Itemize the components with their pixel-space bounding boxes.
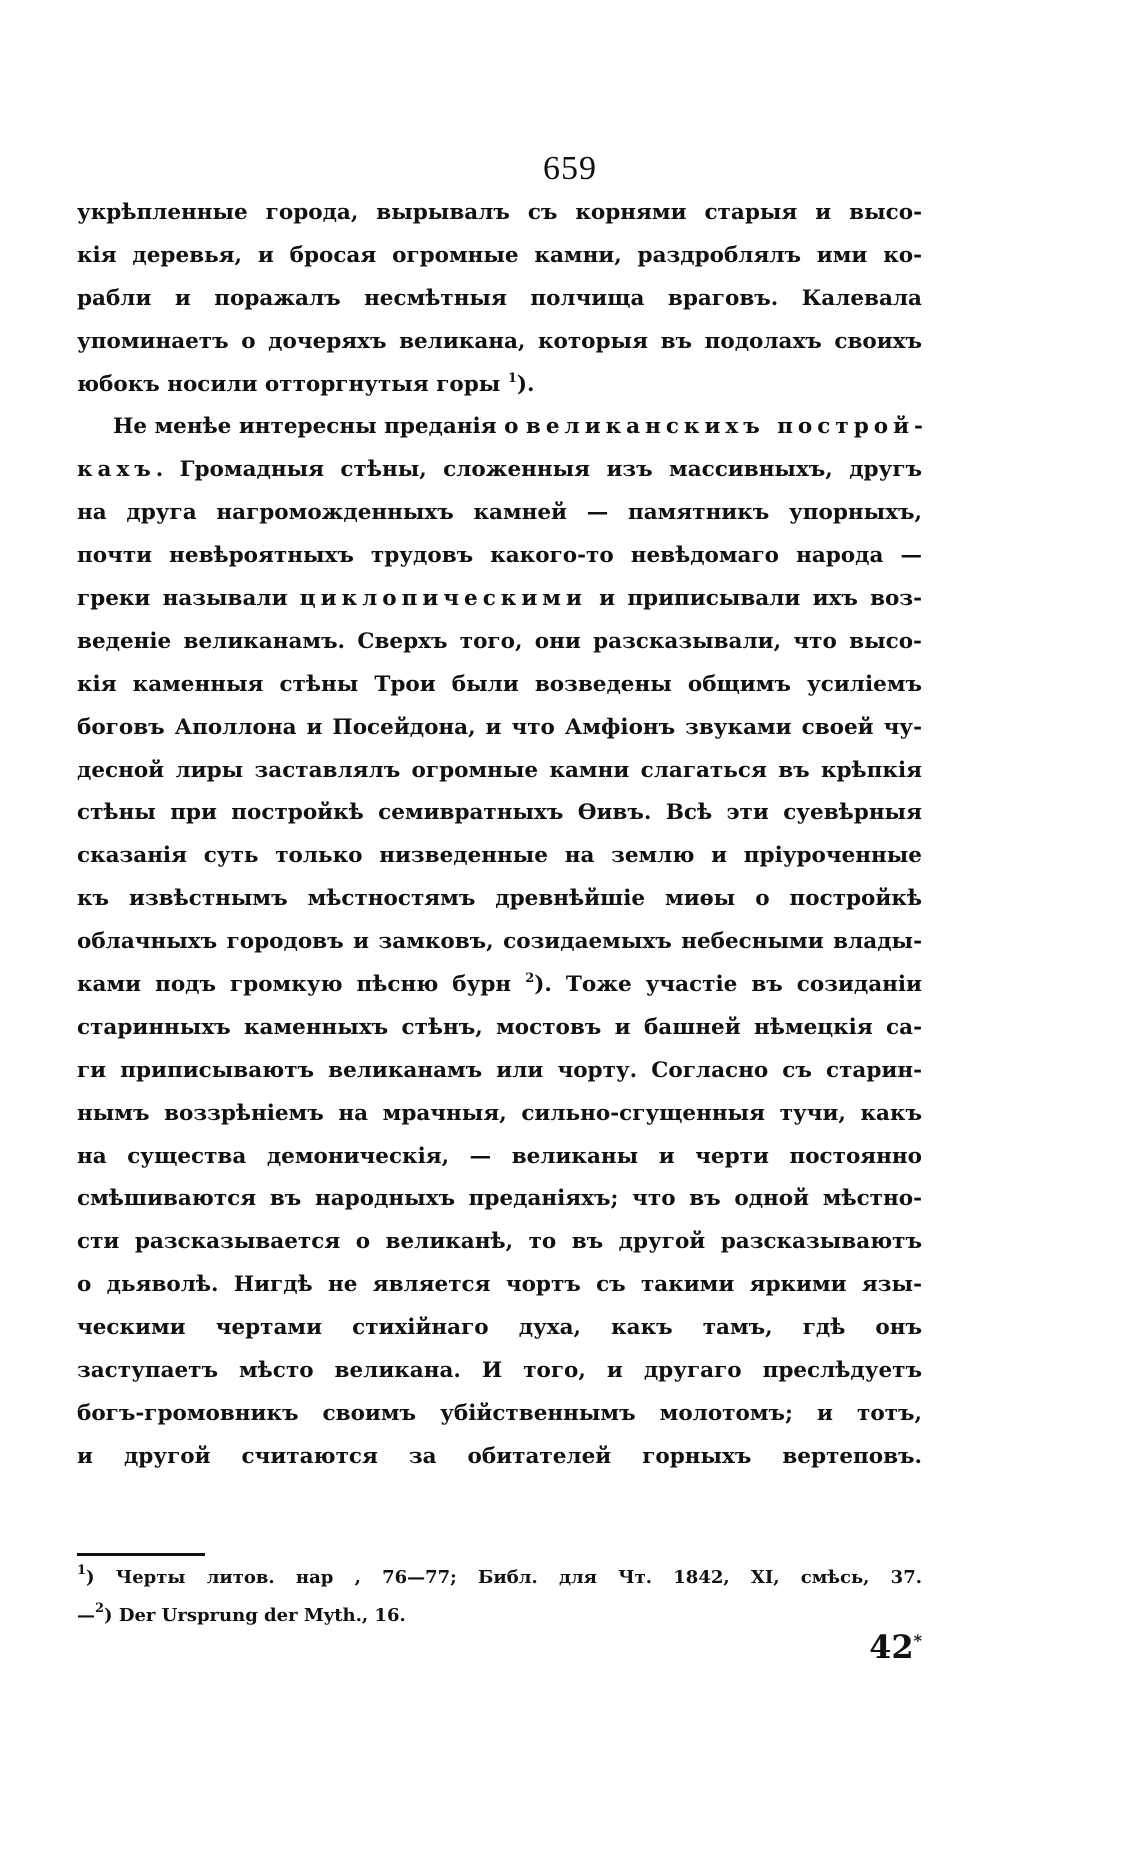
text-line [77,578,922,621]
sheet-number: 42 [869,1628,914,1666]
footnote-line [77,1559,922,1597]
text-span: и приписывали ихъ воз- [586,586,922,612]
text-span: ). Тоже участіе въ созиданіи [534,972,922,998]
text-line: ческими чертами стихійнаго духа, какъ тамъ, гдѣ онъ [77,1315,922,1341]
text-line: смѣшиваются въ народныхъ преданіяхъ; что въ одной мѣстно- [77,1186,922,1212]
text-line [77,449,922,492]
footnote-divider [77,1553,205,1556]
text-line: рабли и поражалъ несмѣтныя полчища враговъ. Калевала [77,285,922,311]
text-line: старинныхъ каменныхъ стѣнъ, мостовъ и башней нѣмецкія са- [77,1014,922,1040]
footnote-dash: — [77,1605,95,1626]
text-line: и другой считаются за обитателей горныхъ вертеповъ. [77,1443,922,1469]
text-line: облачныхъ городовъ и замковъ, созидаемыхъ небесными влады- [77,929,922,955]
text-span: Не менѣе интересны преданія о [113,414,526,440]
text-line: упоминаетъ о дочеряхъ великана, которыя въ подолахъ своихъ [77,328,922,354]
footnote-ref: 2 [525,971,535,987]
text-line [77,364,922,407]
text-line: сти разсказывается о великанѣ, то въ другой разсказываютъ [77,1229,922,1255]
text-line [77,964,922,1007]
text-line: укрѣпленные города, вырывалъ съ корнями старыя и высо- [77,200,922,225]
footnote-line [77,1597,922,1635]
sheet-asterisk: * [913,1631,922,1650]
sheet-signature [869,1628,922,1666]
footnote-marker: 1 [77,1563,87,1578]
text-line: ги приписываютъ великанамъ или чорту. Согласно съ старин- [77,1057,922,1083]
text-line: почти невѣроятныхъ трудовъ какого-то невѣдомаго народа — [77,543,922,569]
text-line: веденіе великанамъ. Сверхъ того, они разсказывали, что высо- [77,628,922,654]
text-line: на существа демоническія, — великаны и черти постоянно [77,1143,922,1169]
text-line: нымъ воззрѣніемъ на мрачныя, сильно-сгущенныя тучи, какъ [77,1100,922,1126]
footnote-text: ) Der Ursprung der Myth., 16. [104,1605,406,1626]
text-line: къ извѣстнымъ мѣстностямъ древнѣйшіе миѳы о постройкѣ [77,886,922,912]
page-number: 659 [543,150,597,187]
text-span: юбокъ носили отторгнутыя горы [77,371,501,397]
text-line: богъ-громовникъ своимъ убійственнымъ молотомъ; и тотъ, [77,1400,922,1426]
text-line: стѣны при постройкѣ семивратныхъ Ѳивъ. Всѣ эти суевѣрныя [77,800,922,826]
text-line: заступаетъ мѣсто великана. И того, и другаго преслѣдуетъ [77,1358,922,1384]
text-line: кія деревья, и бросая огромные камни, раздроблялъ ими ко- [77,242,922,268]
text-span: . Громадныя стѣны, сложенныя изъ массивныхъ, другъ [155,457,922,483]
spaced-text: циклопическими [299,586,587,612]
spaced-text: великанскихъ построй- [525,414,928,440]
spaced-text: кахъ [77,457,156,483]
footnote-ref: 1 [507,370,517,386]
text-line: кія каменныя стѣны Трои были возведены общимъ усиліемъ [77,671,922,697]
text-line: о дьяволѣ. Нигдѣ не является чортъ съ такими яркими язы- [77,1272,922,1298]
text-span: ). [516,371,535,397]
text-line: боговъ Аполлона и Посейдона, и что Амфіонъ звуками своей чу- [77,714,922,740]
text-line: сказанія суть только низведенные на землю и пріуроченные [77,843,922,869]
text-line: на друга нагроможденныхъ камней — памятникъ упорныхъ, [77,500,922,526]
footnotes [77,1559,922,1635]
text-line: десной лиры заставлялъ огромные камни слагаться въ крѣпкія [77,757,922,783]
text-span: греки называли [77,586,300,612]
body-text [77,192,928,1479]
text-span: ками подъ громкую пѣсню бурн [77,972,512,998]
footnote-text: ) Черты литов. нар , 76—77; Библ. для Чт. 1842, XI, смѣсь, 37. [86,1567,922,1588]
footnote-marker: 2 [95,1601,105,1616]
text-line [77,406,928,449]
